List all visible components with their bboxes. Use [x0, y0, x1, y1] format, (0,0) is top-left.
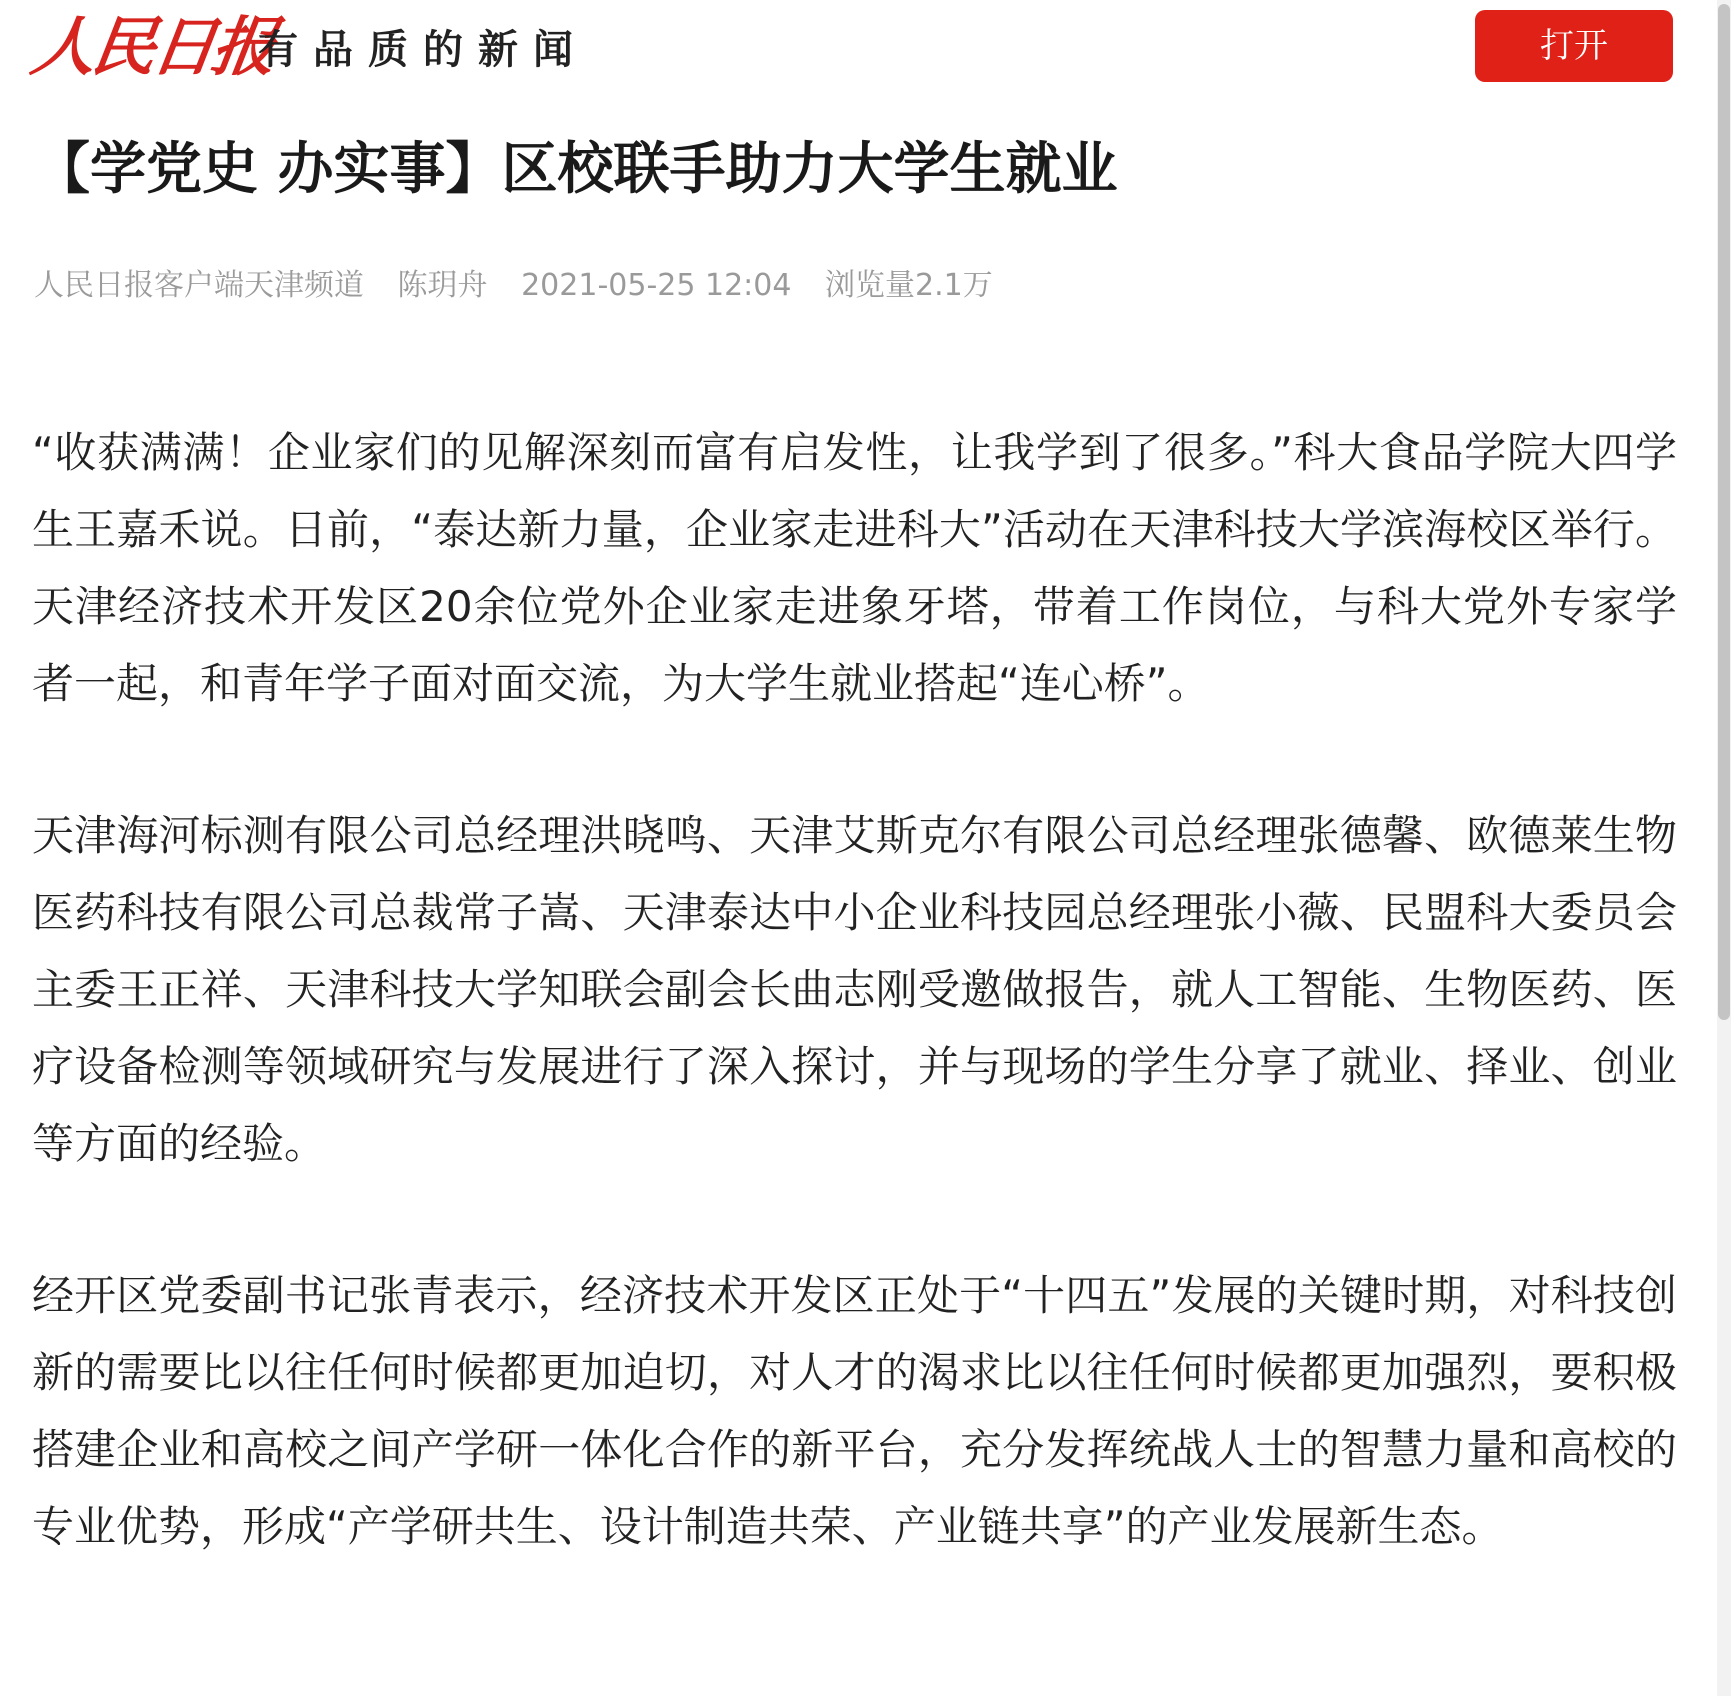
meta-source[interactable]: 人民日报客户端天津频道	[34, 268, 364, 303]
vertical-scrollbar[interactable]	[1717, 0, 1731, 1696]
article-meta	[34, 263, 1017, 309]
top-bar	[0, 0, 1731, 105]
peoples-daily-logo[interactable]: 人民日报	[26, 10, 278, 85]
meta-author: 陈玥舟	[397, 268, 488, 303]
meta-datetime: 2021-05-25 12:04	[521, 268, 792, 303]
article-title: 【学党史 办实事】区校联手助力大学生就业	[34, 137, 1118, 202]
paragraph-1: “收获满满！企业家们的见解深刻而富有启发性，让我学到了很多。”科大食品学院大四学生王嘉禾说。日前，“泰达新力量，企业家走进科大”活动在天津科技大学滨海校区举行。天津经济技术开发区20余位党外企业家走进象牙塔，带着工作岗位，与科大党外专家学者一起，和青年学子面对面交流，为大学生就业搭起“连心桥”。	[32, 428, 1677, 708]
open-app-button[interactable]: 打开	[1475, 10, 1673, 82]
scrollbar-thumb[interactable]	[1718, 4, 1730, 1020]
paragraph-2: 天津海河标测有限公司总经理洪晓鸣、天津艾斯克尔有限公司总经理张德馨、欧德莱生物医药科技有限公司总裁常子嵩、天津泰达中小企业科技园总经理张小薇、民盟科大委员会主委王正祥、天津科技大学知联会副会长曲志刚受邀做报告，就人工智能、生物医药、医疗设备检测等领域研究与发展进行了深入探讨，并与现场的学生分享了就业、择业、创业等方面的经验。	[32, 811, 1677, 1168]
meta-views: 浏览量2.1万	[824, 268, 993, 303]
article-body	[32, 414, 1677, 1696]
paragraph-3: 经开区党委副书记张青表示，经济技术开发区正处于“十四五”发展的关键时期，对科技创新的需要比以往任何时候都更加迫切，对人才的渴求比以往任何时候都更加强烈，要积极搭建企业和高校之间产学研一体化合作的新平台，充分发挥统战人士的智慧力量和高校的专业优势，形成“产学研共生、设计制造共荣、产业链共享”的产业发展新生态。	[32, 1271, 1677, 1551]
slogan-text: 有品质的新闻	[258, 27, 588, 73]
